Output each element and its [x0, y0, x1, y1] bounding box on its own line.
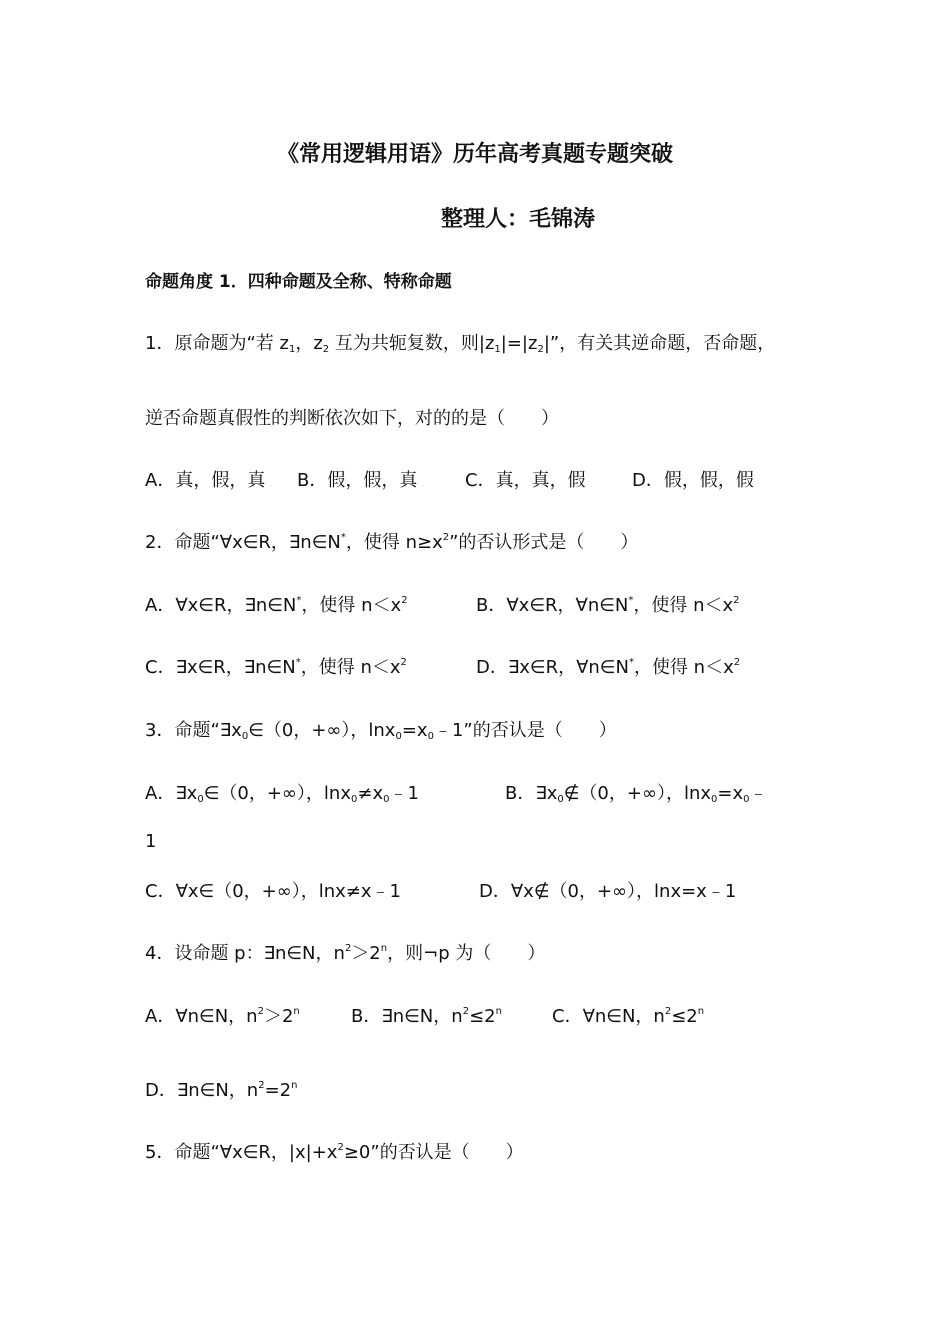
section-heading: 命题角度 1．四种命题及全称、特称命题 — [145, 272, 452, 292]
question-4-options-abc — [145, 1005, 704, 1029]
option-a: A．∀x∈R，∃n∈N*，使得 $n<x^2$ — [145, 595, 408, 616]
question-1-stem: 1．原命题为“若 $z_1$，$z_2$ 互为共轭复数，则$|z_1|=|z_2|$”，有关其逆命题，否命题， — [145, 333, 776, 355]
question-3-options-ab — [145, 782, 768, 806]
option-a: A．∀n∈N，$n^2>2^n$ — [145, 1006, 300, 1027]
option-c: C．∀n∈N，$n^2\le 2^n$ — [552, 1006, 705, 1027]
option-b: B．∃n∈N，$n^2\le 2^n$ — [351, 1006, 502, 1027]
option-b: B．∀x∈R，∀n∈N*，使得 $n<x^2$ — [476, 595, 740, 616]
question-2-options-cd — [145, 656, 740, 680]
question-3-options-cd — [145, 880, 736, 904]
option-c: C．真，真，假 — [465, 470, 586, 491]
question-3-option-b-wrap: 1 — [145, 831, 157, 852]
question-3-stem: 3．命题“$\exists x_0\in(0$，+∞），$\ln x_0=x_0﹣1$”的否认是（ ） — [145, 720, 617, 742]
question-4-stem: 4．设命题 p：∃n∈N，$n^2>2^n$，则¬p 为（ ） — [145, 943, 546, 964]
document-title: 《常用逻辑用语》历年高考真题专题突破 — [276, 142, 673, 167]
document-author: 整理人：毛锦涛 — [441, 207, 596, 232]
option-c: C．∃x∈R，∃n∈N*，使得 $n<x^2$ — [145, 657, 407, 678]
question-2-stem: 2．命题“∀x∈R，∃n∈N*，使得 $n\ge x^2$”的否认形式是（ ） — [145, 532, 639, 553]
question-1-options — [145, 469, 754, 493]
option-c: C．∀x∈（0，+∞），lnx≠x﹣1 — [145, 881, 401, 902]
question-2-options-ab — [145, 594, 740, 618]
question-5-stem: 5．命题“∀x∈R，$|x|+x^2\ge 0$”的否认是（ ） — [145, 1142, 524, 1163]
option-a: A．真，假，真 — [145, 470, 266, 491]
option-b: B．$\exists x_0\notin(0$，+∞），$\ln x_0=x_0﹣$ — [505, 783, 768, 805]
option-d: D．∀x∉（0，+∞），lnx=x﹣1 — [479, 881, 737, 902]
option-d: D．∃x∈R，∀n∈N*，使得 $n<x^2$ — [476, 657, 741, 678]
option-d: D．假，假，假 — [632, 470, 754, 491]
question-1-stem-line2: 逆否命题真假性的判断依次如下，对的的是（ ） — [145, 408, 559, 429]
option-b: B．假，假，真 — [297, 470, 418, 491]
question-4-option-d: D．∃n∈N，$n^2=2^n$ — [145, 1080, 298, 1101]
option-a: A．$\exists x_0\in(0$，+∞），$\ln x_0\ne x_0﹣1$ — [145, 783, 419, 805]
